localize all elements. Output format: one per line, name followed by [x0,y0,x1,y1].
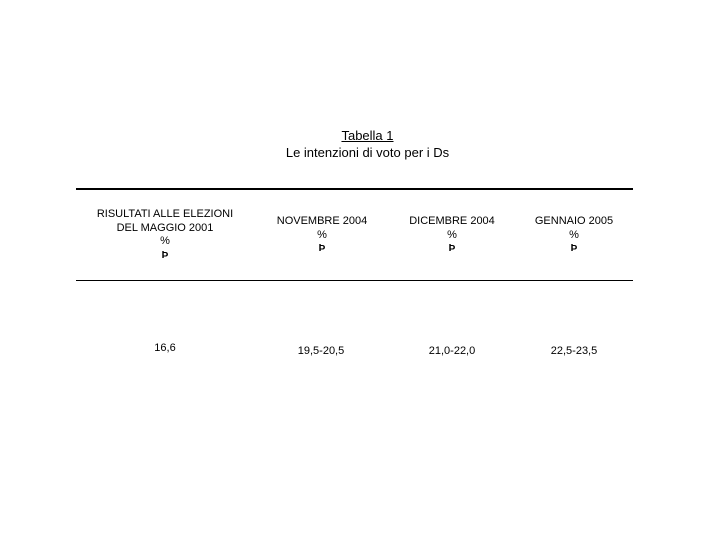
top-rule [76,188,633,190]
value-novembre-2004: 19,5-20,5 [297,345,345,357]
arrow-symbol-icon: Þ [448,243,456,254]
header-line: % [569,228,579,241]
table-number: Tabella 1 [341,128,394,143]
table-title [0,127,720,161]
arrow-symbol-icon: Þ [570,243,578,254]
arrow-symbol-icon: Þ [161,249,169,261]
header-rule [76,280,633,281]
header-line: GENNAIO 2005 [534,215,614,227]
header-gennaio-2005 [514,215,634,255]
header-line: DEL MAGGIO 2001 [116,221,214,234]
header-line: DICEMBRE 2004 [409,215,495,227]
header-novembre-2004 [262,215,382,255]
table-caption: Le intenzioni di voto per i Ds [285,145,450,160]
value-gennaio-2005: 22,5-23,5 [550,345,598,357]
value-dicembre-2004: 21,0-22,0 [428,345,476,357]
arrow-symbol-icon: Þ [318,243,326,254]
header-elezioni-2001 [90,208,240,262]
header-line: NOVEMBRE 2004 [276,215,368,227]
header-line: % [317,228,327,241]
header-line: RISULTATI ALLE ELEZIONI [96,208,234,220]
header-line: % [447,228,457,241]
header-dicembre-2004 [392,215,512,255]
value-elezioni-2001: 16,6 [154,342,176,354]
header-line: % [160,235,170,247]
